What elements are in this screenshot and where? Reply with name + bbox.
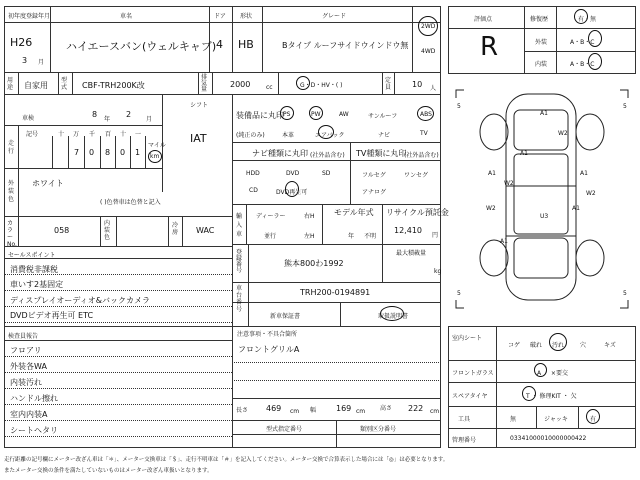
first-reg-label: 初年度登録年月 <box>8 13 51 20</box>
damage-mark-5: W2 <box>504 180 514 187</box>
damage-mark-1: A1 <box>540 110 548 117</box>
disp-value: 2000 <box>230 80 251 89</box>
ext-value: A・B・C <box>570 39 595 46</box>
equip-aw: AW <box>339 111 349 118</box>
recycle-unit: 円 <box>432 232 439 239</box>
diagram-five-4: 5 <box>623 290 627 297</box>
cap-label: 定員 <box>385 77 392 91</box>
navi-label: ナビ種類に丸印 <box>252 149 308 158</box>
mileage-digit-2: 0 <box>89 148 95 157</box>
int-value: A・B・C <box>570 61 595 68</box>
front-glass-value: A ・ ×要交 <box>537 370 568 377</box>
width-value: 169 <box>336 404 352 413</box>
navi-sd: SD <box>322 170 331 177</box>
equip-pw: PW <box>311 111 321 118</box>
car-diagram <box>448 86 636 312</box>
max-load-unit: kg <box>434 268 442 275</box>
grade-label: グレード <box>322 13 347 20</box>
navi-cd: CD <box>249 187 258 194</box>
room-item-4: 穴 <box>580 342 587 349</box>
tv-label: TV種類に丸印 <box>356 149 407 158</box>
first-reg-year: H26 <box>10 36 33 49</box>
length-value: 469 <box>266 404 282 413</box>
inspector-line-4: ハンドル擦れ <box>10 394 58 403</box>
equip-note: (純正のみ) <box>236 132 265 139</box>
mileage-head-3: 百 <box>105 131 112 138</box>
drive-4wd: 4WD <box>421 48 436 55</box>
equip-sunroof: サンルーフ <box>368 113 398 120</box>
shift-value: IAT <box>190 132 207 145</box>
mileage-digit-5: 1 <box>135 148 141 157</box>
sales-line-4: DVDビデオ再生可 ETC <box>10 311 94 320</box>
import-label: 輸入車 <box>236 213 243 238</box>
height-value: 222 <box>408 404 424 413</box>
ext-label: 外装 <box>535 39 548 46</box>
diagram-five-1: 5 <box>457 103 461 110</box>
room-item-1: コゲ <box>508 342 521 349</box>
notes-text: フロントグリルA <box>238 345 300 354</box>
diagram-five-2: 5 <box>623 103 627 110</box>
int-color-label: 内装色 <box>104 220 111 241</box>
sales-label: セールスポイント <box>8 252 56 259</box>
exterior-note: ( )色替車は色替と記入 <box>100 199 161 206</box>
reg-label: 登録番号 <box>236 249 243 274</box>
first-reg-month-unit: 月 <box>38 59 45 66</box>
inspector-line-1: フロアリ <box>10 346 42 355</box>
width-label: 幅 <box>310 407 317 414</box>
first-reg-month: 3 <box>22 56 28 65</box>
recycle-label: リサイクル預託金 <box>386 208 449 217</box>
model-year-label: モデル年式 <box>334 208 374 217</box>
notes-label: 注意事項・不具合箇所 <box>237 331 298 338</box>
navi-dvd-play: DVD再生可 <box>276 189 308 196</box>
jack-label: ジャッキ <box>544 416 568 423</box>
jack-value: 有 <box>590 416 597 423</box>
usage-label: 用途 <box>7 77 14 91</box>
room-item-3: 汚れ <box>552 342 565 349</box>
sales-line-1: 消費税非課税 <box>10 265 58 274</box>
mileage-head-4: 十 <box>120 131 127 138</box>
height-label: 高さ <box>380 405 393 412</box>
model-value: CBF-TRH200K改 <box>82 81 145 90</box>
model-label: 型式 <box>61 77 68 91</box>
shaken-month-unit: 月 <box>146 116 153 123</box>
mileage-head-5: 一 <box>135 131 142 138</box>
warranty-label: 新車保証書 <box>270 313 301 320</box>
inspector-line-5: 室内内装A <box>10 410 48 419</box>
shape-label: 形状 <box>240 13 253 20</box>
mgmt-label: 管理番号 <box>452 437 477 444</box>
mileage-mile: マイル <box>148 142 166 149</box>
equip-navi: ナビ <box>378 132 391 139</box>
damage-mark-7: W2 <box>586 190 596 197</box>
type-label: 型式指定番号 <box>266 426 303 433</box>
shaken-year: 8 <box>92 110 98 119</box>
footer-note-2: またメーター交換の条件を満たしていないものはメーター改ざん車扱いとなります。 <box>4 468 213 474</box>
room-item-5: キズ <box>604 342 616 349</box>
footer-note-1: 走行距離の記号欄にメーター改ざん車は「＊」、メーター交換車は「＄」、走行不明車は「＃」を記入してください。メーター交換で合算表示した場合には「◎」は必要となります。 <box>4 457 449 463</box>
door-count: 4 <box>216 38 223 51</box>
damage-mark-6: A1 <box>580 170 588 177</box>
room-seat-label: 室内シート <box>452 335 483 342</box>
manual-label: 取扱説明書 <box>378 313 409 320</box>
disp-label: 排気量 <box>201 74 208 93</box>
room-item-2: 破れ <box>530 342 543 349</box>
equip-leather: 本革 <box>282 132 295 139</box>
class-label: 類別区分番号 <box>360 426 397 433</box>
cool-label: 冷房 <box>172 222 179 236</box>
width-unit: cm <box>356 408 366 415</box>
mileage-digit-1: 7 <box>74 148 80 157</box>
inspector-label: 検査員報告 <box>8 333 39 340</box>
exterior-color: ホワイト <box>32 179 64 188</box>
equip-abs: ABS <box>420 111 432 118</box>
score-value: R <box>480 32 499 62</box>
cap-value: 10 <box>412 80 423 89</box>
int-label: 内装 <box>535 61 548 68</box>
reg-number: 熊本800わ1992 <box>284 259 344 268</box>
model-year-unknown: 不明 <box>364 233 377 240</box>
navi-hdd: HDD <box>246 170 260 177</box>
mileage-head-0: 十 <box>58 131 65 138</box>
disp-unit: cc <box>266 84 273 91</box>
tv-oneseg: ワンセグ <box>404 172 429 179</box>
length-unit: cm <box>290 408 300 415</box>
inspector-line-2: 外装各WA <box>10 362 47 371</box>
tv-fullseg: フルセグ <box>362 172 386 179</box>
damage-mark-3: A1 <box>520 150 528 157</box>
fuel-options: G・D・HV・( ) <box>300 82 343 89</box>
damage-mark-2: W2 <box>558 130 568 137</box>
mileage-code-label: 記号 <box>26 131 39 138</box>
diagram-five-3: 5 <box>457 290 461 297</box>
length-label: 長さ <box>236 407 249 414</box>
max-load-label: 最大積載量 <box>396 250 427 257</box>
door-label: ドア <box>214 13 226 20</box>
inspector-line-6: シートヘタリ <box>10 426 58 435</box>
sales-line-3: ディスプレイオーディオ&バックカメラ <box>10 296 150 305</box>
damage-mark-8: A1 <box>572 205 580 212</box>
spare-label: スペアタイヤ <box>452 393 488 400</box>
score-label: 評価点 <box>474 16 493 23</box>
color-no-label: カラーNo. <box>7 220 17 248</box>
equip-label: 装備品に丸印 <box>236 111 284 120</box>
import-parallel: 並行 <box>264 233 277 240</box>
mileage-digit-4: 0 <box>120 148 126 157</box>
shaken-month: 2 <box>126 110 132 119</box>
mileage-km: km <box>150 153 160 160</box>
inspector-line-3: 内装汚れ <box>10 378 42 387</box>
drive-2wd: 2WD <box>421 23 436 30</box>
import-left: 左H <box>304 233 315 240</box>
repair-label: 修復歴 <box>530 16 549 23</box>
damage-mark-4: A1 <box>488 170 496 177</box>
equip-tv: TV <box>420 130 428 137</box>
mgmt-number: 03341000010000000422 <box>510 435 587 442</box>
height-unit: cm <box>430 408 440 415</box>
color-no: 058 <box>54 226 70 235</box>
repair-value: 有・無 <box>578 16 597 23</box>
shaken-year-unit: 年 <box>104 116 111 123</box>
mileage-head-2: 千 <box>89 131 96 138</box>
equip-ps: PS <box>283 111 291 118</box>
sales-line-2: 車いす2基固定 <box>10 280 64 289</box>
tool-value: 無 <box>510 416 517 423</box>
grade-value: Bタイプ ルーフサイドウインドウ無 <box>282 41 409 50</box>
damage-mark-11: A1 <box>500 238 508 245</box>
tool-label: 工具 <box>458 416 471 423</box>
shaken-label: 車検 <box>22 115 35 122</box>
front-glass-label: フロントガラス <box>452 370 494 377</box>
car-name: ハイエースバン(ウェルキャブ) <box>66 40 217 53</box>
navi-note: (社外品含む) <box>310 152 345 159</box>
tv-note: (社外品含む) <box>404 152 439 159</box>
vin-value: TRH200-0194891 <box>300 288 371 297</box>
damage-mark-9: W2 <box>486 205 496 212</box>
import-right: 右H <box>304 213 315 220</box>
mileage-head-1: 万 <box>73 131 80 138</box>
usage-value: 自家用 <box>24 81 48 90</box>
exterior-label: 外装色 <box>8 180 15 203</box>
mileage-label: 走行 <box>8 140 15 155</box>
equip-airbag: エアバック <box>315 132 345 139</box>
cool-value: WAC <box>196 226 215 235</box>
recycle-value: 12,410 <box>394 226 422 235</box>
damage-mark-10: U3 <box>540 213 549 220</box>
navi-dvd: DVD <box>286 170 300 177</box>
spare-value: T ・ 修理KIT ・ 欠 <box>526 393 577 400</box>
import-dealer: ディーラー <box>256 213 286 220</box>
shift-label: シフト <box>190 102 209 109</box>
mileage-digit-3: 8 <box>105 148 111 157</box>
model-year-unit: 年 <box>348 233 355 240</box>
shape-value: HB <box>238 38 254 51</box>
tv-analog: アナログ <box>362 189 387 196</box>
car-name-label: 車名 <box>120 13 133 20</box>
cap-unit: 人 <box>430 85 437 92</box>
vin-label: 車台番号 <box>236 285 243 313</box>
